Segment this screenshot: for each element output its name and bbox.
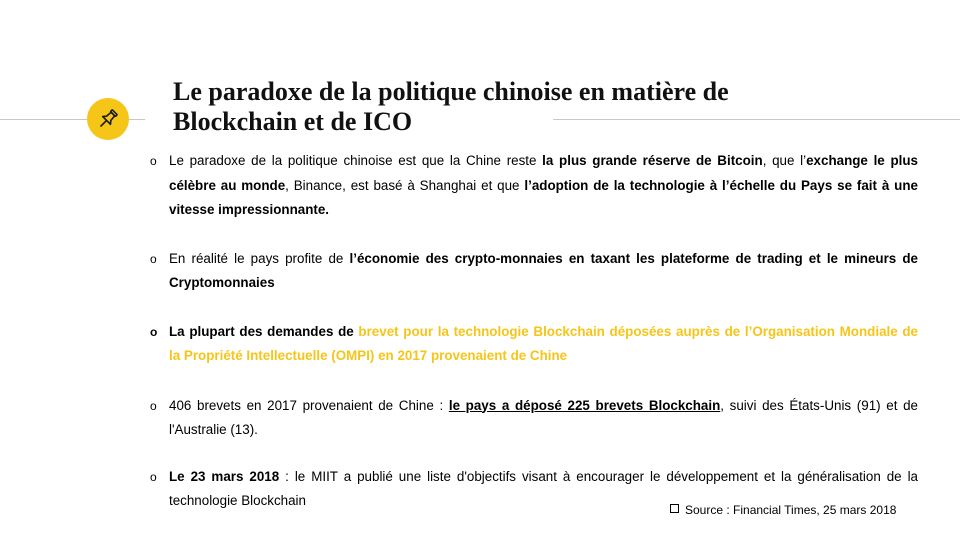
bullet-item xyxy=(150,149,918,223)
bullet-marker: o xyxy=(150,251,157,266)
bullet-emphasis: l’économie des crypto-monnaies en taxant les plateforme de trading et le mineurs de Cryptomonnaies xyxy=(169,250,918,290)
bullet-text: , Binance, est basé à Shanghai et que xyxy=(285,177,525,193)
source-note xyxy=(670,503,896,517)
bullet-highlight: brevet pour la technologie Blockchain déposées auprès de l’Organisation Mondiale de la Propriété Intellectuelle (OMPI) en 2017 provenaient de Chine xyxy=(169,323,919,363)
slide-title: Le paradoxe de la politique chinoise en matière de Blockchain et de ICO xyxy=(173,77,729,136)
bullet-marker: o xyxy=(150,469,157,484)
bullet-marker: o xyxy=(150,324,158,339)
bullet-underlined: le pays a déposé 225 brevets Blockchain xyxy=(448,397,721,413)
bullet-text: , que l’ xyxy=(762,153,807,168)
bullet-text: : le MIIT a publié une liste d'objectifs visant à encourager le développement et la généralisation de la technologie Blockchain xyxy=(169,468,919,508)
bullet-item xyxy=(150,320,918,369)
bullet-text: 406 brevets en 2017 provenaient de Chine : xyxy=(169,397,449,413)
bullet-item xyxy=(150,247,918,296)
bullet-marker: o xyxy=(150,398,157,413)
bullet-emphasis: exchange le plus célèbre au monde xyxy=(169,153,918,193)
bullet-emphasis: la plus grande réserve de Bitcoin xyxy=(542,153,763,168)
bullet-text: En réalité le pays profite de xyxy=(169,250,350,266)
bullet-text: , suivi des États-Unis (91) et de l'Australie (13). xyxy=(169,397,918,437)
source-text: Source : Financial Times, 25 mars 2018 xyxy=(685,503,897,517)
bullet-list xyxy=(150,149,918,514)
bullet-emphasis: l’adoption de la technologie à l’échelle du Pays se fait à une vitesse impressionnante. xyxy=(169,177,918,217)
bullet-emphasis: Le 23 mars 2018 xyxy=(169,468,280,484)
checkbox-square-icon xyxy=(670,504,679,513)
bullet-text: Le paradoxe de la politique chinoise est que la Chine reste xyxy=(169,153,543,168)
pushpin-icon xyxy=(87,98,129,140)
bullet-marker: o xyxy=(150,154,157,168)
bullet-emphasis: La plupart des demandes de xyxy=(169,323,359,339)
bullet-item xyxy=(150,394,918,443)
